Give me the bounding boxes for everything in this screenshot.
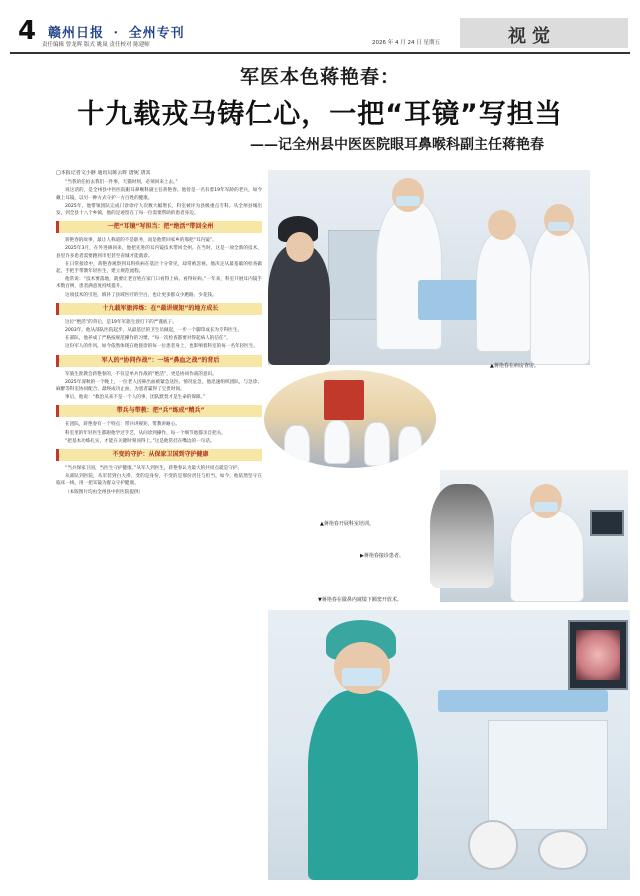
surgeon-figure: [308, 690, 418, 880]
nurse-figure: [476, 232, 532, 352]
paragraph: 事后，他说：“救治从来不是一个人的事，团队默契才是生命的保障。”: [65, 395, 206, 401]
page-number: 4: [18, 16, 37, 46]
doctor-mask: [534, 502, 558, 512]
masthead: [10, 14, 630, 52]
nurse-head: [488, 210, 516, 240]
issue-date: 2026 年 4 月 24 日 星期五: [372, 40, 440, 46]
photo-patient-back: [430, 484, 494, 588]
section-heading: 一把“耳镜”写担当：把“绝活”带回全州: [56, 221, 262, 233]
doctor-mask: [396, 196, 420, 206]
paragraph: 2025年深秋的一个晚上，一位老人因鼻出血被紧急送医。情况危急，他迅速组织团队，与急诊、麻醉等科室协同配合，最终成功止血，为患者赢得了宝贵时间。: [56, 379, 262, 393]
section-heading: 带兵与带教：把“兵”练成“精兵”: [56, 405, 262, 417]
endoscope-monitor: [568, 620, 628, 690]
paragraph: “把基本功练扎实，才能在关键时刻顶得上。”这是他常挂在嘴边的一句话。: [65, 438, 215, 444]
patient-head: [286, 232, 314, 262]
attendee-figure: [324, 420, 350, 464]
paragraph: 这位“绝活”的背后，是19年军旅生涯打下的严谨底子。: [65, 319, 177, 325]
attendee-figure: [398, 426, 422, 466]
paragraph: 在团队，蒋艳春有一个特点：带兵讲规矩，带教讲耐心。: [65, 422, 180, 428]
attendee-figure: [284, 425, 310, 465]
headline-main: 十九载戎马铸仁心，一把“耳镜”写担当: [77, 99, 563, 130]
section-heading: 不变的守护：从保家卫国到守护健康: [56, 449, 262, 461]
monitor-shape: [590, 510, 624, 536]
paragraph: 军旅生涯教会蒋艳春的，不仅是单兵作战的“绝活”，更是协同作战的意识。: [65, 371, 217, 377]
special-edition: 全州专刊: [128, 26, 185, 41]
section-tag: [460, 18, 628, 48]
paragraph: “当兵保家卫国，当医生守护健康。”从军人到医生，蒋艳春认为最大的共同点就是守护。: [65, 466, 243, 472]
headline-kicker: 军医本色蒋艳春：: [239, 66, 400, 88]
lead-quote: “当我的任拍去我们一件事，天猫时刻，必须回来上去。”: [65, 180, 178, 186]
nurse-mask: [548, 222, 570, 231]
photo-surgery: [268, 610, 630, 880]
paper-name: [48, 22, 185, 41]
instrument-tray: [538, 830, 588, 870]
editors-line: 责任编辑 曾龙晖 版式 姚岚 责任校对 陈建师: [42, 42, 150, 48]
paragraph: 2025年，他带领团队完成门诊诊疗人次数大幅增长，科室被评为县级重点专科。从全州县城出发，到全县十八个乡镇，他的足迹留在了每一位需要帮助的患者身边。: [56, 203, 262, 217]
caption-training: ▲蒋艳春开展科室培训。: [320, 521, 374, 527]
paragraph: 2003年，他从部队医院起步，从最基层的卫生员做起，一步一个脚印成长为专科医生。: [65, 328, 243, 334]
surgeon-mask: [342, 668, 382, 686]
section-name: 视觉: [508, 26, 556, 47]
paragraph: 科室里的年轻医生都跟他学过手艺，从问诊到操作，每一个细节他都亲自把关。: [65, 430, 226, 436]
doctor-head: [530, 484, 562, 518]
paragraph: 说这话的，是全州县中医医院眼耳鼻喉科副主任蒋艳春。他曾是一名有着19年军龄的老兵，如今戴上耳镜，以另一种方式守护一方百姓的健康。: [56, 188, 262, 201]
paragraph: 他常说：“技术要落地，就要让老百姓在家门口看得上病、看得好病。”一年来，科室开展耳内镜手术数百例，患者满意度持续提升。: [56, 277, 262, 290]
endoscopy-tower: [488, 720, 608, 830]
section-heading: 军人的“协同作战”：一场“鼻血之战”的背后: [56, 355, 262, 367]
section-heading: 十九载军旅淬炼：在“最讲规矩”的地方成长: [56, 303, 262, 315]
masthead-divider: ·: [113, 26, 120, 41]
paragraph: 在日常接诊中，蒋艳春观察到耳科疾病在基层十分常见，却常被忽视。他决定从最基础的检查做起，手把手带教年轻医生，建立规范流程。: [56, 261, 262, 275]
patient-figure: [268, 245, 330, 365]
article-body: [56, 170, 262, 860]
paragraph: 在部队，他养成了严格按规范操作的习惯，“每一次检查都要对得起病人的信任”。: [65, 336, 231, 342]
headline-sub: ——记全州县中医医院眼耳鼻喉科副主任蒋艳春: [250, 137, 544, 153]
paragraph: 这份军人的作风，如今依然体现在他接诊的每一位患者身上，也影响着科室的每一名年轻医生。: [65, 344, 258, 350]
photo-training: [264, 370, 436, 468]
doctor-figure: [510, 510, 584, 602]
paragraph: 蒋艳春的故事，最让人称道的不是职务，而是他带回家乡的那把“耳内镜”。: [65, 238, 217, 244]
caption-consultation: ▶蒋艳春接诊患者。: [360, 553, 404, 559]
endoscope-screen: [576, 630, 620, 680]
wall-door: [324, 380, 364, 420]
paper-title: 赣州日报: [48, 26, 105, 41]
nurse-head: [544, 204, 574, 236]
byline: □本报记者文小静 通讯员陈云晖 唐妮 唐其: [56, 170, 151, 176]
paragraph: 从部队到医院，从军装到白大褂，变的是身份，不变的是那份责任与担当。如今，他依然坚守在临床一线，用一把耳镜为群众守护健康。: [56, 474, 262, 487]
paragraph: 2025年3月，在外进修回来，他把先进的耳内镜技术带回全州。在当时，这是一项全新的技术，县里许多患者需要跑到市里甚至省城才能就诊。: [56, 246, 262, 259]
doctor-head: [392, 178, 424, 212]
photo-credit: （本版图片均由全州县中医医院提供）: [65, 489, 144, 495]
paragraph: 这项技术的引进，填补了县域医疗的空白，也让更多群众少跑路、少花钱。: [65, 292, 217, 298]
caption-surgery: ▼蒋艳春在做鼻内窥镜下额窦开放术。: [318, 597, 402, 603]
photo-ward-round: [268, 170, 590, 365]
doctor-figure: [376, 200, 442, 350]
attendee-figure: [364, 422, 390, 466]
caption-ward-round: ▲蒋艳春在病房查房。: [490, 363, 539, 369]
instrument-tray: [468, 820, 518, 870]
operating-table: [438, 690, 608, 712]
masthead-rule: [10, 52, 630, 54]
nurse-figure: [530, 226, 590, 365]
